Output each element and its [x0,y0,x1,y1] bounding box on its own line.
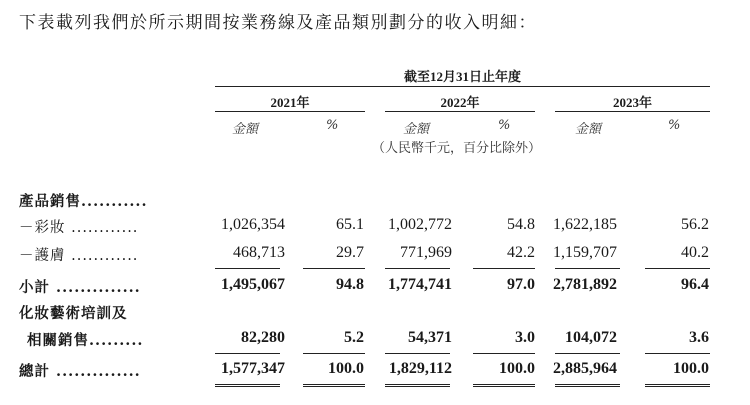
total-rule-top [215,353,280,354]
amount-label-2021: 金額 [232,122,259,137]
cell-total-2021-amount: 1,577,347 [221,360,285,377]
total-rule-bottom [555,384,620,387]
amount-label-2023: 金額 [575,122,602,137]
total-rule-top [385,353,450,354]
cell-makeup-2021-amount: 1,026,354 [221,216,285,233]
row-label-makeup: －彩妝 ............ [19,220,139,236]
percent-label-2022: % [498,118,511,133]
year-rule-2022 [385,111,535,112]
cell-total-2023-amount: 2,885,964 [553,360,617,377]
cell-makeup-2022-pct: 54.8 [507,216,535,233]
total-rule-top [555,353,620,354]
cell-skincare-2021-amount: 468,713 [233,244,285,261]
subtotal-rule [555,268,620,269]
total-rule-bottom [385,384,450,387]
cell-training-2021-amount: 82,280 [241,329,285,346]
period-header: 截至12月31日止年度 [403,69,521,84]
cell-training-2023-amount: 104,072 [565,329,617,346]
total-rule-top [645,353,710,354]
row-label-training-line1: 化妝藝術培訓及 [19,305,128,322]
row-label-training-line2: 相關銷售......... [27,332,144,349]
total-rule-bottom [303,384,365,387]
total-rule-bottom [473,384,535,387]
year-rule-2021 [215,111,365,112]
cell-makeup-2023-pct: 56.2 [681,216,709,233]
unit-note: （人民幣千元，百分比除外） [372,141,542,156]
subtotal-rule [385,268,450,269]
subtotal-rule [645,268,710,269]
cell-training-2021-pct: 5.2 [344,329,364,346]
cell-skincare-2023-amount: 1,159,707 [553,244,617,261]
cell-subtotal-2021-pct: 94.8 [336,276,364,293]
cell-subtotal-2022-pct: 97.0 [507,276,535,293]
percent-label-2021: % [326,118,339,133]
cell-makeup-2023-amount: 1,622,185 [553,216,617,233]
row-label-total: 總計 .............. [19,363,141,380]
section-heading: 產品銷售........... [19,193,148,210]
intro-text: 下表載列我們於所示期間按業務線及產品類別劃分的收入明細： [19,13,537,33]
cell-skincare-2022-amount: 771,969 [400,244,452,261]
total-rule-top [473,353,535,354]
cell-subtotal-2023-amount: 2,781,892 [553,276,617,293]
percent-label-2023: % [668,118,681,133]
cell-skincare-2023-pct: 40.2 [681,244,709,261]
subtotal-rule [303,268,365,269]
row-label-skincare: －護膚 ............ [19,248,139,264]
total-rule-bottom [645,384,710,387]
total-rule-top [303,353,365,354]
cell-training-2022-amount: 54,371 [408,329,452,346]
subtotal-rule [473,268,535,269]
cell-skincare-2021-pct: 29.7 [336,244,364,261]
total-rule-bottom [215,384,280,387]
cell-subtotal-2023-pct: 96.4 [681,276,709,293]
period-rule [215,86,710,87]
cell-subtotal-2022-amount: 1,774,741 [388,276,452,293]
row-label-subtotal: 小計 .............. [19,279,141,296]
cell-makeup-2022-amount: 1,002,772 [388,216,452,233]
year-2022: 2022年 [440,95,480,110]
cell-total-2022-pct: 100.0 [499,360,535,377]
subtotal-rule [215,268,280,269]
year-2021: 2021年 [270,95,310,110]
cell-total-2021-pct: 100.0 [328,360,364,377]
year-2023: 2023年 [612,95,652,110]
cell-training-2022-pct: 3.0 [515,329,535,346]
cell-skincare-2022-pct: 42.2 [507,244,535,261]
cell-makeup-2021-pct: 65.1 [336,216,364,233]
cell-total-2022-amount: 1,829,112 [388,360,452,377]
cell-training-2023-pct: 3.6 [689,329,709,346]
amount-label-2022: 金額 [403,122,430,137]
cell-subtotal-2021-amount: 1,495,067 [221,276,285,293]
cell-total-2023-pct: 100.0 [673,360,709,377]
year-rule-2023 [555,111,710,112]
